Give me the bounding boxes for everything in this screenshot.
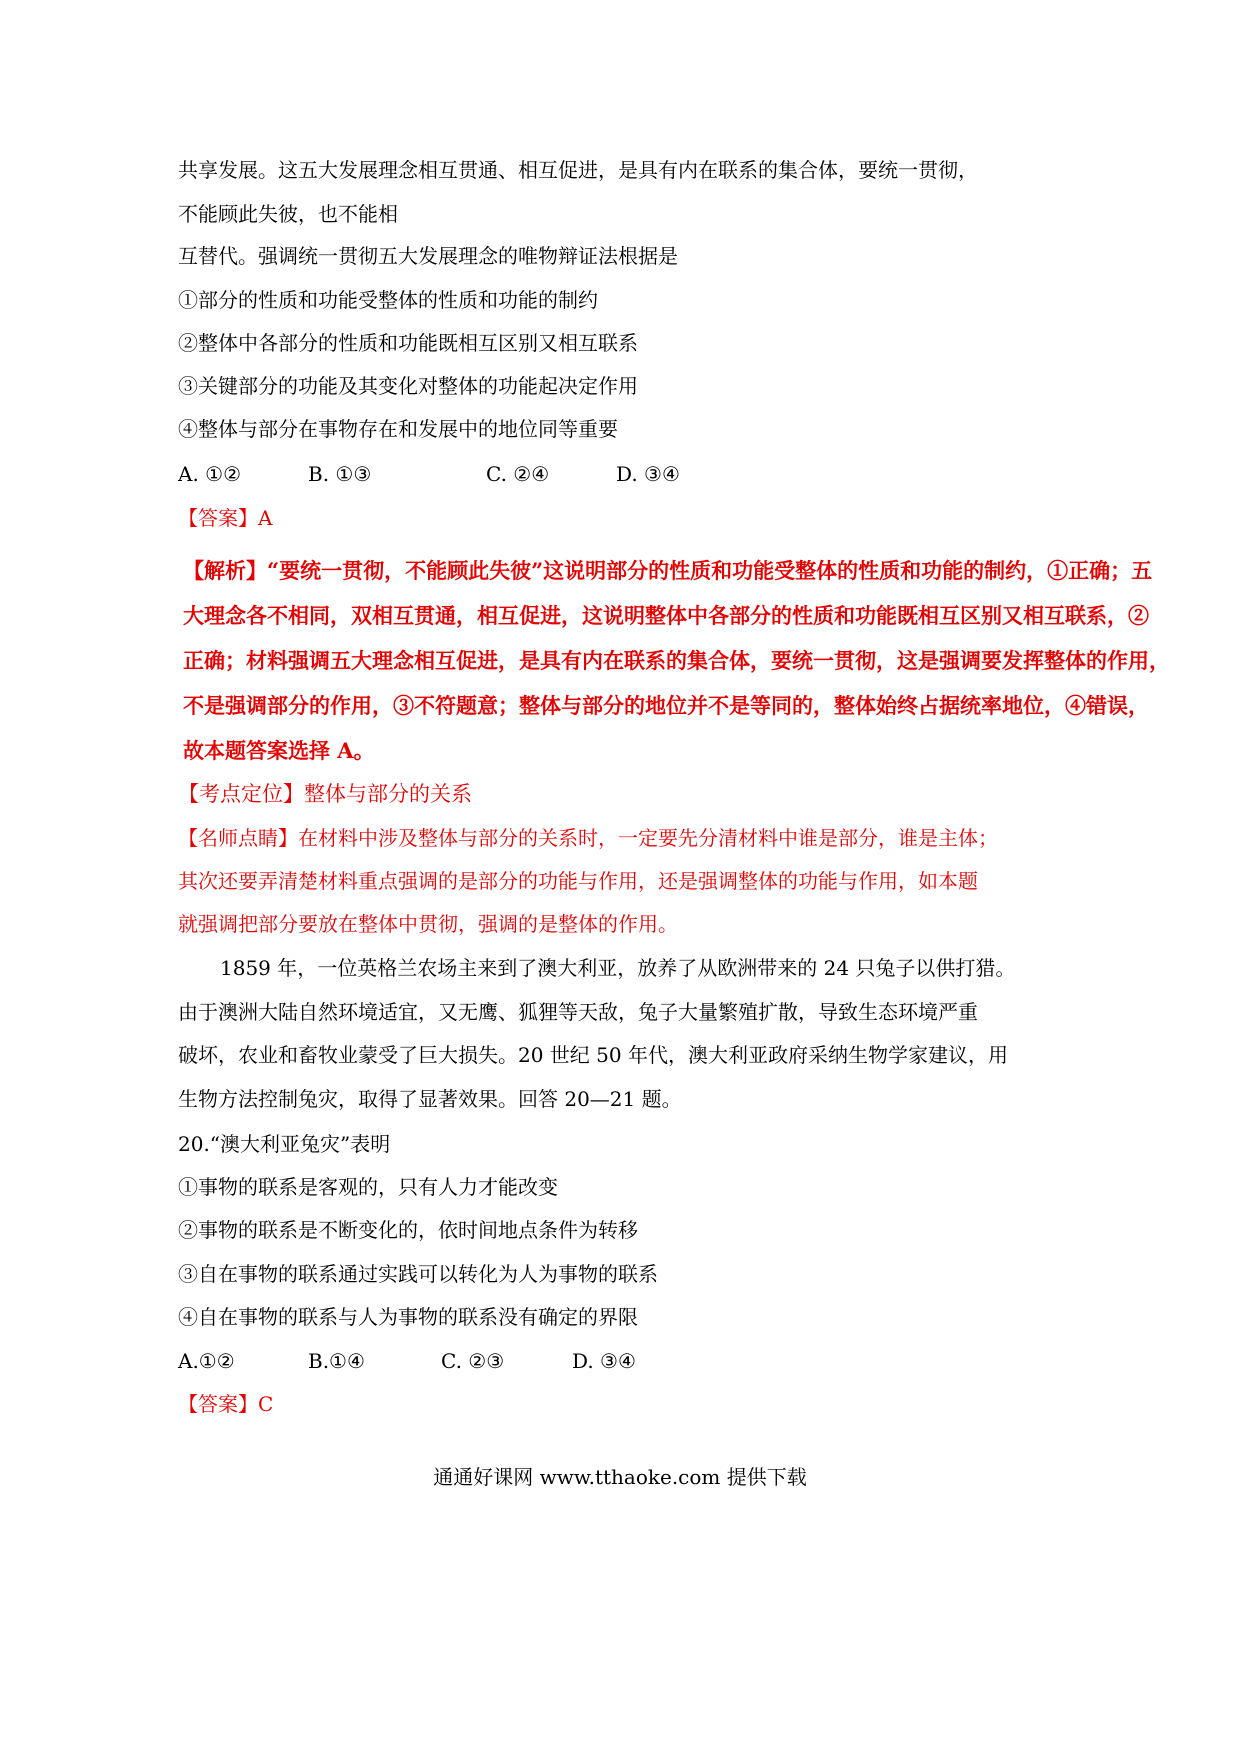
q19-stem-line: 共享发展。这五大发展理念相互贯通、相互促进，是具有内在联系的集合体，要统一贯彻， [178, 158, 978, 182]
q19-analysis-line: 大理念各不相同，双相互贯通，相互促进，这说明整体中各部分的性质和功能既相互区别又相互联系，② [183, 603, 1149, 628]
passage-line: 1859 年，一位英格兰农场主来到了澳大利亚，放养了从欧洲带来的 24 只兔子以供打猎。 [220, 956, 1016, 980]
q20-option-c: C. ②③ [441, 1349, 505, 1373]
passage-line: 破坏，农业和畜牧业蒙受了巨大损失。20 世纪 50 年代，澳大利亚政府采纳生物学家建议，用 [178, 1043, 1008, 1067]
q19-stem-line: 互替代。强调统一贯彻五大发展理念的唯物辩证法根据是 [178, 244, 678, 268]
q19-statement: ②整体中各部分的性质和功能既相互区别又相互联系 [178, 331, 638, 355]
q20-stem: 20.“澳大利亚兔灾”表明 [178, 1132, 391, 1156]
q19-option-a: A. ①② [178, 462, 242, 486]
q19-analysis-line: 正确；材料强调五大理念相互促进，是具有内在联系的集合体，要统一贯彻，这是强调要发挥整体的作用， [183, 648, 1170, 673]
passage-line: 生物方法控制兔灾，取得了显著效果。回答 20—21 题。 [178, 1087, 682, 1111]
q19-analysis-line: 故本题答案选择 A。 [183, 738, 375, 763]
q20-answer: 【答案】C [178, 1392, 274, 1416]
q19-kaodian: 【考点定位】整体与部分的关系 [178, 782, 472, 806]
q20-option-a: A.①② [178, 1349, 235, 1373]
q20-statement: ③自在事物的联系通过实践可以转化为人为事物的联系 [178, 1262, 658, 1286]
q19-tips-line: 其次还要弄清楚材料重点强调的是部分的功能与作用，还是强调整体的功能与作用，如本题 [178, 869, 978, 893]
q19-analysis-line: 不是强调部分的作用，③不符题意；整体与部分的地位并不是等同的，整体始终占据统率地位，④错误， [183, 693, 1149, 718]
q19-option-d: D. ③④ [616, 462, 680, 486]
q19-statement: ③关键部分的功能及其变化对整体的功能起决定作用 [178, 374, 638, 398]
passage-line: 由于澳洲大陆自然环境适宜，又无鹰、狐狸等天敌，兔子大量繁殖扩散，导致生态环境严重 [178, 1000, 978, 1024]
page-footer: 通通好课网 www.tthaoke.com 提供下载 [433, 1465, 807, 1489]
q20-statement: ①事物的联系是客观的，只有人力才能改变 [178, 1175, 558, 1199]
q19-analysis-line: 【解析】“要统一贯彻，不能顾此失彼”这说明部分的性质和功能受整体的性质和功能的制约，①正确；五 [183, 558, 1153, 583]
q20-option-b: B.①④ [308, 1349, 365, 1373]
q19-option-c: C. ②④ [486, 462, 550, 486]
q19-tips-line: 【名师点睛】在材料中涉及整体与部分的关系时，一定要先分清材料中谁是部分，谁是主体； [178, 826, 998, 850]
q19-statement: ④整体与部分在事物存在和发展中的地位同等重要 [178, 417, 618, 441]
q19-answer: 【答案】A [178, 506, 273, 530]
q19-statement: ①部分的性质和功能受整体的性质和功能的制约 [178, 288, 598, 312]
q20-option-d: D. ③④ [572, 1349, 636, 1373]
q20-statement: ②事物的联系是不断变化的，依时间地点条件为转移 [178, 1218, 638, 1242]
q19-option-b: B. ①③ [308, 462, 372, 486]
q19-stem-line: 不能顾此失彼，也不能相 [178, 202, 398, 226]
q20-statement: ④自在事物的联系与人为事物的联系没有确定的界限 [178, 1305, 638, 1329]
q19-tips-line: 就强调把部分要放在整体中贯彻，强调的是整体的作用。 [178, 912, 678, 936]
